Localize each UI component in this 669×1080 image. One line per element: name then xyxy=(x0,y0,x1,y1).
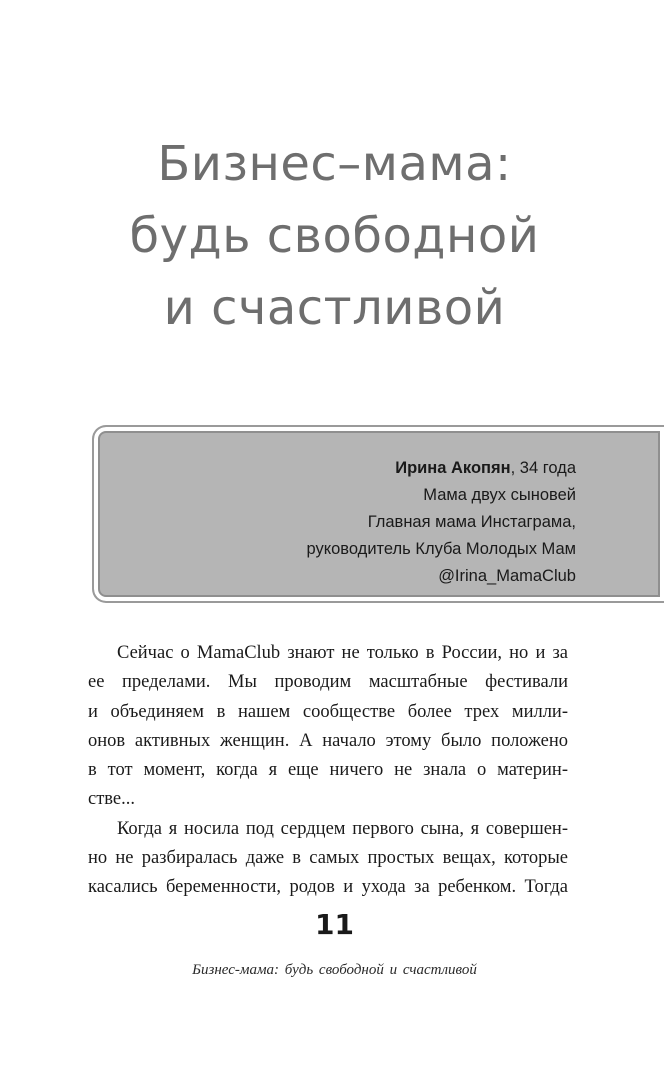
author-name: Ирина Акопян xyxy=(395,459,511,477)
paragraph-1-line-5: в тот момент, когда я еще ничего не знала о материн- xyxy=(88,760,568,781)
paragraph-1-line-1: Сейчас о MamaClub знают не только в России, но и за xyxy=(117,643,568,663)
chapter-title xyxy=(0,128,669,344)
chapter-title-line-3: и счастливой xyxy=(163,280,506,336)
chapter-title-line-2: будь свободной xyxy=(129,208,540,264)
paragraph-1-line-2: ее пределами. Мы проводим масштабные фестивали xyxy=(88,672,568,693)
chapter-title-line-1: Бизнес–мама: xyxy=(157,136,512,192)
paragraph-1-line-6: стве... xyxy=(88,789,136,810)
paragraph-2-line-2: но не разбиралась даже в самых простых вещах, которые xyxy=(88,848,568,869)
paragraph-2-line-3: касались беременности, родов и ухода за ребенком. Тогда xyxy=(88,877,568,898)
paragraph-1-line-3: и объединяем в нашем сообществе более трех милли- xyxy=(88,701,568,722)
author-name-line xyxy=(306,455,576,482)
paragraph-1-line-4: онов активных женщин. А начало этому было положено xyxy=(88,730,568,751)
body-text xyxy=(88,639,568,903)
running-footer: Бизнес-мама: будь свободной и счастливой xyxy=(192,962,477,978)
paragraph-2-line-1: Когда я носила под сердцем первого сына, я совершен- xyxy=(117,818,568,839)
author-bio-box xyxy=(92,425,664,603)
author-bio-line-2: Главная мама Инстаграма, xyxy=(367,513,576,531)
author-bio-line-1: Мама двух сыновей xyxy=(423,486,576,504)
author-bio-line-4: @Irina_MamaClub xyxy=(438,567,576,585)
author-bio-text xyxy=(306,455,576,590)
author-bio-line-3: руководитель Клуба Молодых Мам xyxy=(306,540,576,558)
author-age: , 34 года xyxy=(510,459,576,477)
page-number: 11 xyxy=(315,908,354,941)
